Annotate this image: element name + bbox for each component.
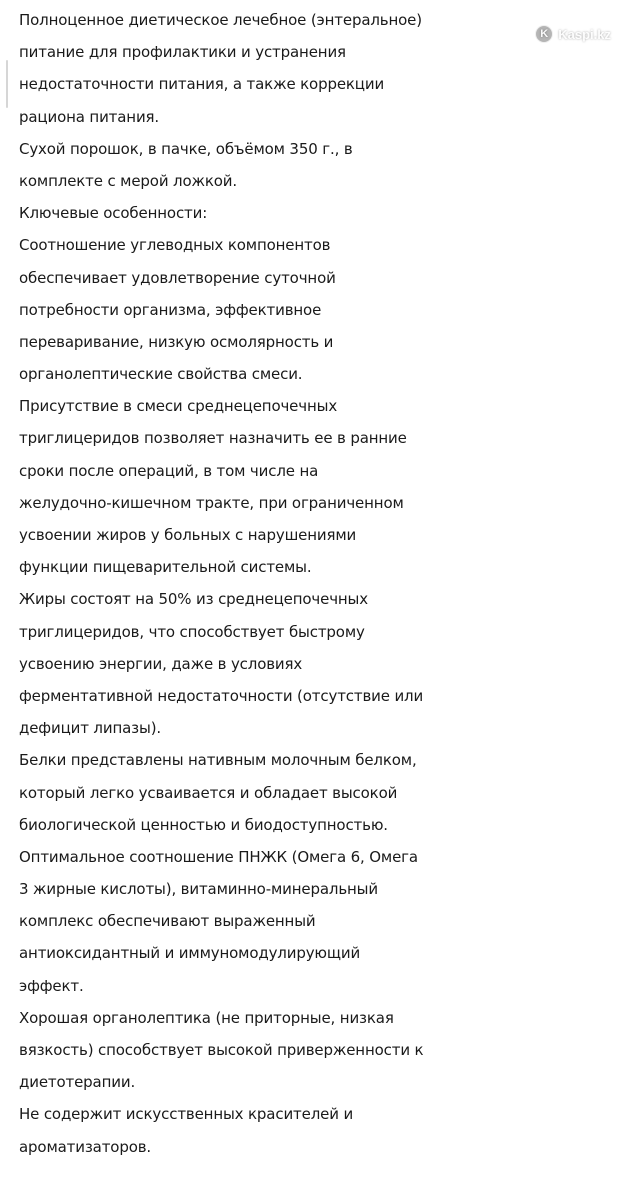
description-line: Хорошая органолептика (не приторные, низкая [19,1008,394,1027]
description-line: Присутствие в смеси среднецепочечных [19,397,338,416]
kaspi-watermark [535,25,611,43]
description-line: ферментативной недостаточности (отсутствие или [19,686,424,705]
description-line: комплекс обеспечивают выраженный [19,912,316,931]
description-line: желудочно-кишечном тракте, при ограниченном [19,493,404,512]
description-line: Не содержит искусственных красителей и [19,1105,354,1124]
description-line: триглицеридов, что способствует быстрому [19,622,365,641]
description-line: сроки после операций, в том числе на [19,461,319,480]
product-description [19,4,629,1163]
description-line: комплекте с мерой ложкой. [19,171,238,190]
description-line: антиоксидантный и иммуномодулирующий [19,944,361,963]
description-line: недостаточности питания, а также коррекции [19,75,385,94]
description-line: потребности организма, эффективное [19,300,322,319]
description-line: который легко усваивается и обладает высокой [19,783,398,802]
description-line: эффект. [19,976,84,995]
description-line: диетотерапии. [19,1073,136,1092]
description-line: усвоении жиров у больных с нарушениями [19,526,357,544]
description-line: рациона питания. [19,107,160,126]
description-line: Соотношение углеводных компонентов [19,236,331,255]
description-line: биологической ценностью и биодоступностью. [19,815,388,834]
description-line: обеспечивает удовлетворение суточной [19,268,336,287]
description-line: Полноценное диетическое лечебное (энтеральное) [19,11,422,29]
description-line: 3 жирные кислоты), витаминно-минеральный [19,880,378,899]
description-line: Ключевые особенности: [19,204,208,223]
description-line: органолептические свойства смеси. [19,365,303,384]
description-line: Жиры состоят на 50% из среднецепочечных [19,590,368,609]
description-line: Оптимальное соотношение ПНЖК (Омега 6, Омега [19,847,418,866]
description-line: переваривание, низкую осмолярность и [19,332,334,351]
description-line: ароматизаторов. [19,1137,152,1156]
kaspi-logo-icon: K [535,25,553,43]
description-line: питание для профилактики и устранения [19,43,346,62]
description-line: вязкость) способствует высокой приверженности к [19,1041,424,1059]
description-line: дефицит липазы). [19,719,162,738]
description-line: функции пищеварительной системы. [19,558,312,577]
description-line: триглицеридов позволяет назначить ее в ранние [19,429,407,448]
description-line: Белки представлены нативным молочным белком, [19,751,417,770]
watermark-text: Kaspi.kz [558,26,611,42]
description-line: Сухой порошок, в пачке, объёмом 350 г., в [19,139,353,158]
description-line: усвоению энергии, даже в условиях [19,654,303,673]
scroll-indicator[interactable] [6,60,8,108]
